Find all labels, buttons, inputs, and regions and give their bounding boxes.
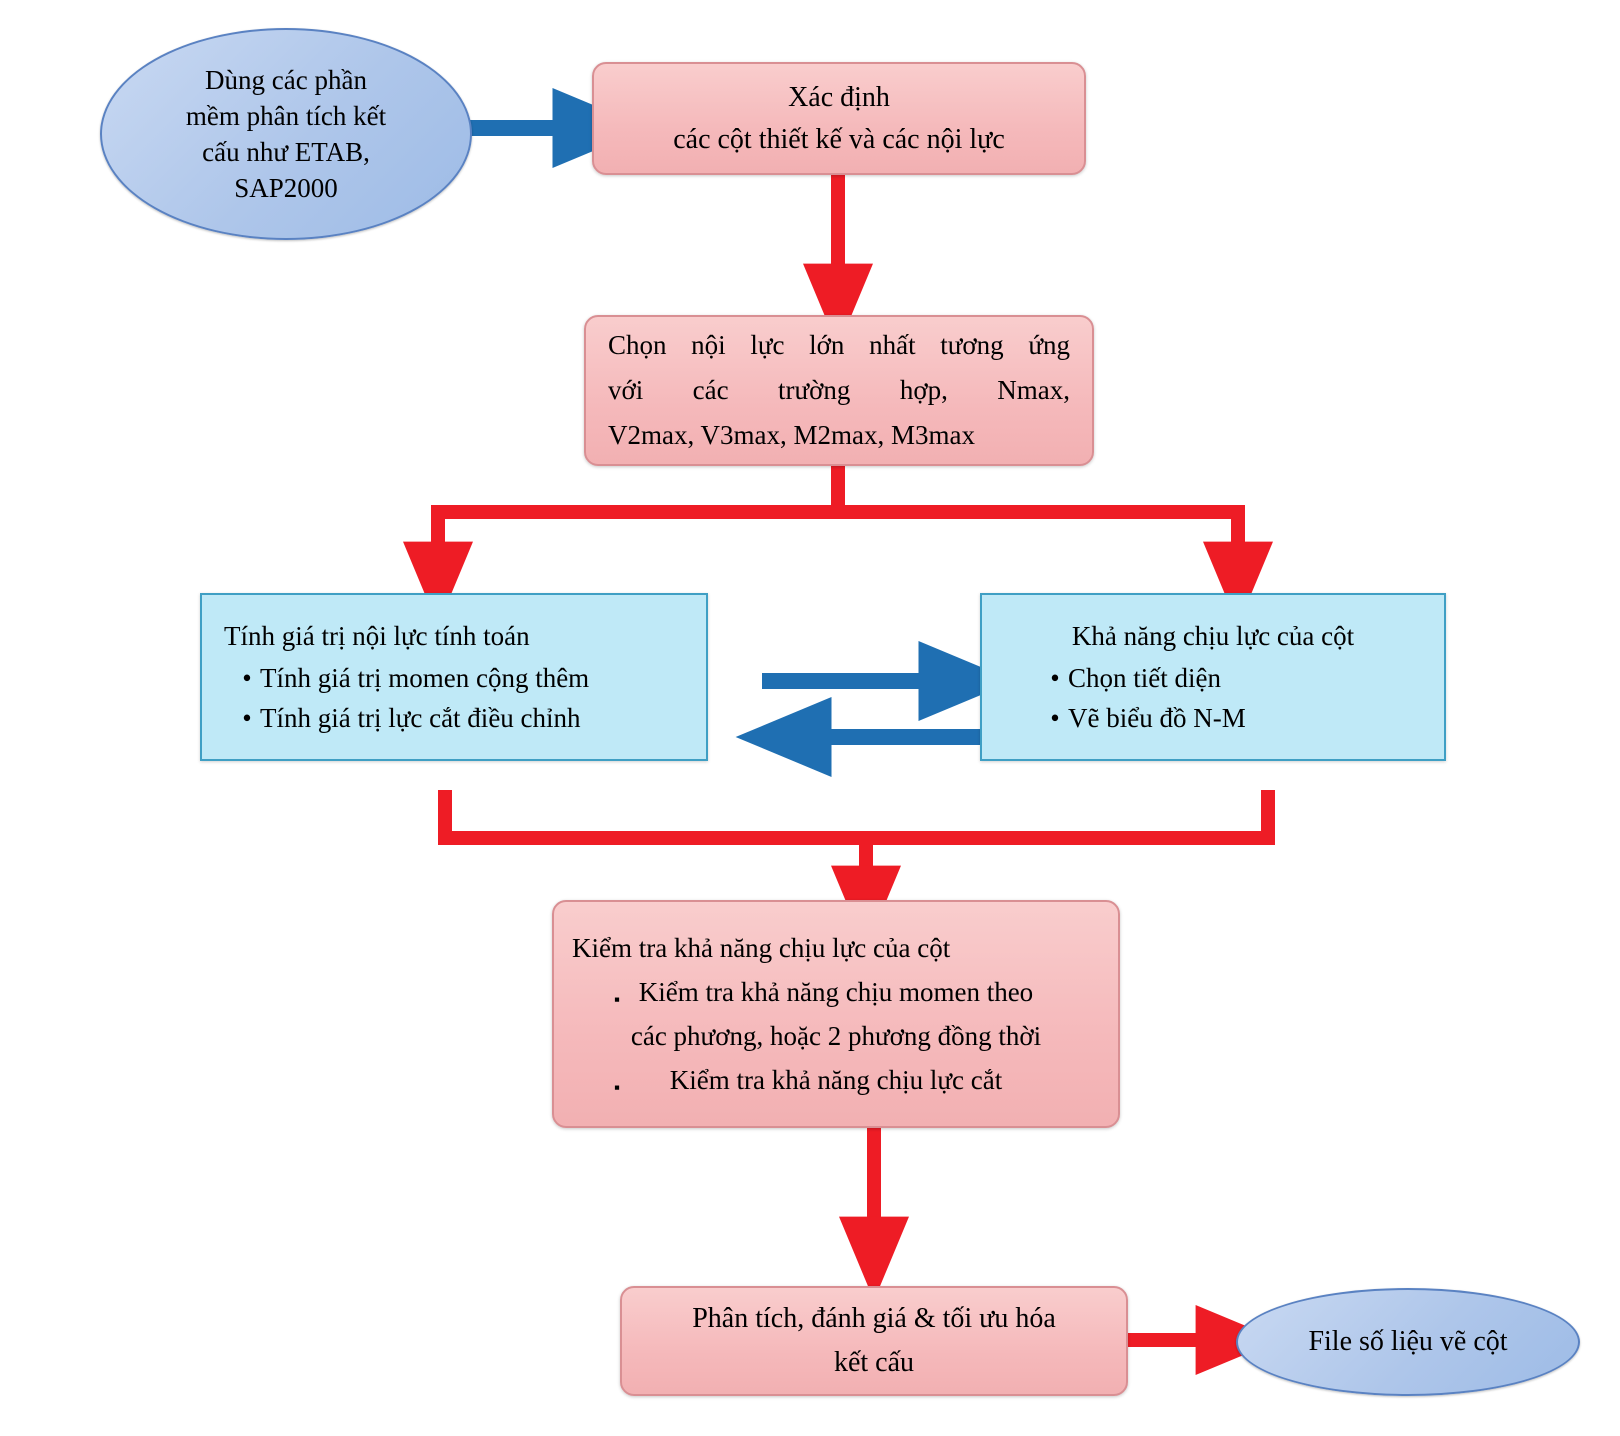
node-software-line-2: mềm phân tích kết [185, 101, 387, 131]
node-capacity-heading: Khả năng chịu lực của cột [1071, 621, 1355, 651]
arrow-boxes-to-check [438, 790, 1275, 902]
square-bullet-icon-1: ▪ [614, 990, 621, 1009]
node-identify-line-2: các cột thiết kế và các nội lực [673, 123, 1005, 155]
node-check-bullet-2 [554, 1058, 1118, 1102]
square-bullet-icon-2: ▪ [614, 1078, 621, 1097]
node-check-heading: Kiểm tra khả năng chịu lực của cột [572, 933, 951, 963]
node-optimize-line-2: kết cấu [833, 1347, 915, 1378]
node-identify-line-1: Xác định [788, 81, 890, 113]
node-output-file-ellipse[interactable] [1236, 1288, 1580, 1396]
node-select-max-line-2: với các trường hợp, Nmax, [608, 375, 1070, 405]
node-column-capacity[interactable] [980, 593, 1446, 761]
node-compute-heading: Tính giá trị nội lực tính toán [224, 621, 530, 651]
node-software-line-1: Dùng các phần [205, 65, 367, 95]
node-identify-columns[interactable] [592, 62, 1086, 175]
node-optimize-line-1: Phân tích, đánh giá & tối ưu hóa [692, 1303, 1056, 1334]
node-check-bullet-1-line-1: Kiểm tra khả năng chịu momen theo [638, 977, 1034, 1007]
node-capacity-bullet-1: • Chọn tiết diện [1042, 658, 1444, 698]
node-software-line-3: cấu như ETAB, [202, 137, 370, 167]
node-check-bullet-2-line-1: Kiểm tra khả năng chịu lực cắt [669, 1065, 1003, 1095]
node-software-ellipse[interactable] [100, 28, 472, 240]
node-compute-internal-forces[interactable] [200, 593, 708, 761]
node-optimize-structure[interactable] [620, 1286, 1128, 1396]
node-compute-bullet-2: • Tính giá trị lực cắt điều chỉnh [234, 698, 706, 738]
node-capacity-bullet-2: • Vẽ biểu đồ N-M [1042, 698, 1444, 738]
node-select-max-line-3: V2max, V3max, M2max, M3max [608, 420, 975, 450]
node-check-bullet-1-line-2: các phương, hoặc 2 phương đồng thời [630, 1021, 1042, 1051]
node-check-capacity[interactable] [552, 900, 1120, 1128]
node-select-max-line-1: Chọn nội lực lớn nhất tương ứng [608, 330, 1070, 360]
node-select-max-forces[interactable] [584, 315, 1094, 466]
node-software-line-4: SAP2000 [234, 173, 338, 203]
node-check-bullet-1 [554, 970, 1118, 1058]
node-compute-bullets [202, 658, 706, 738]
node-output-file-label: File số liệu vẽ cột [1308, 1326, 1508, 1357]
node-compute-bullet-1: • Tính giá trị momen cộng thêm [234, 658, 706, 698]
node-capacity-bullets [982, 658, 1444, 738]
arrow-selectmax-split [431, 466, 1245, 578]
